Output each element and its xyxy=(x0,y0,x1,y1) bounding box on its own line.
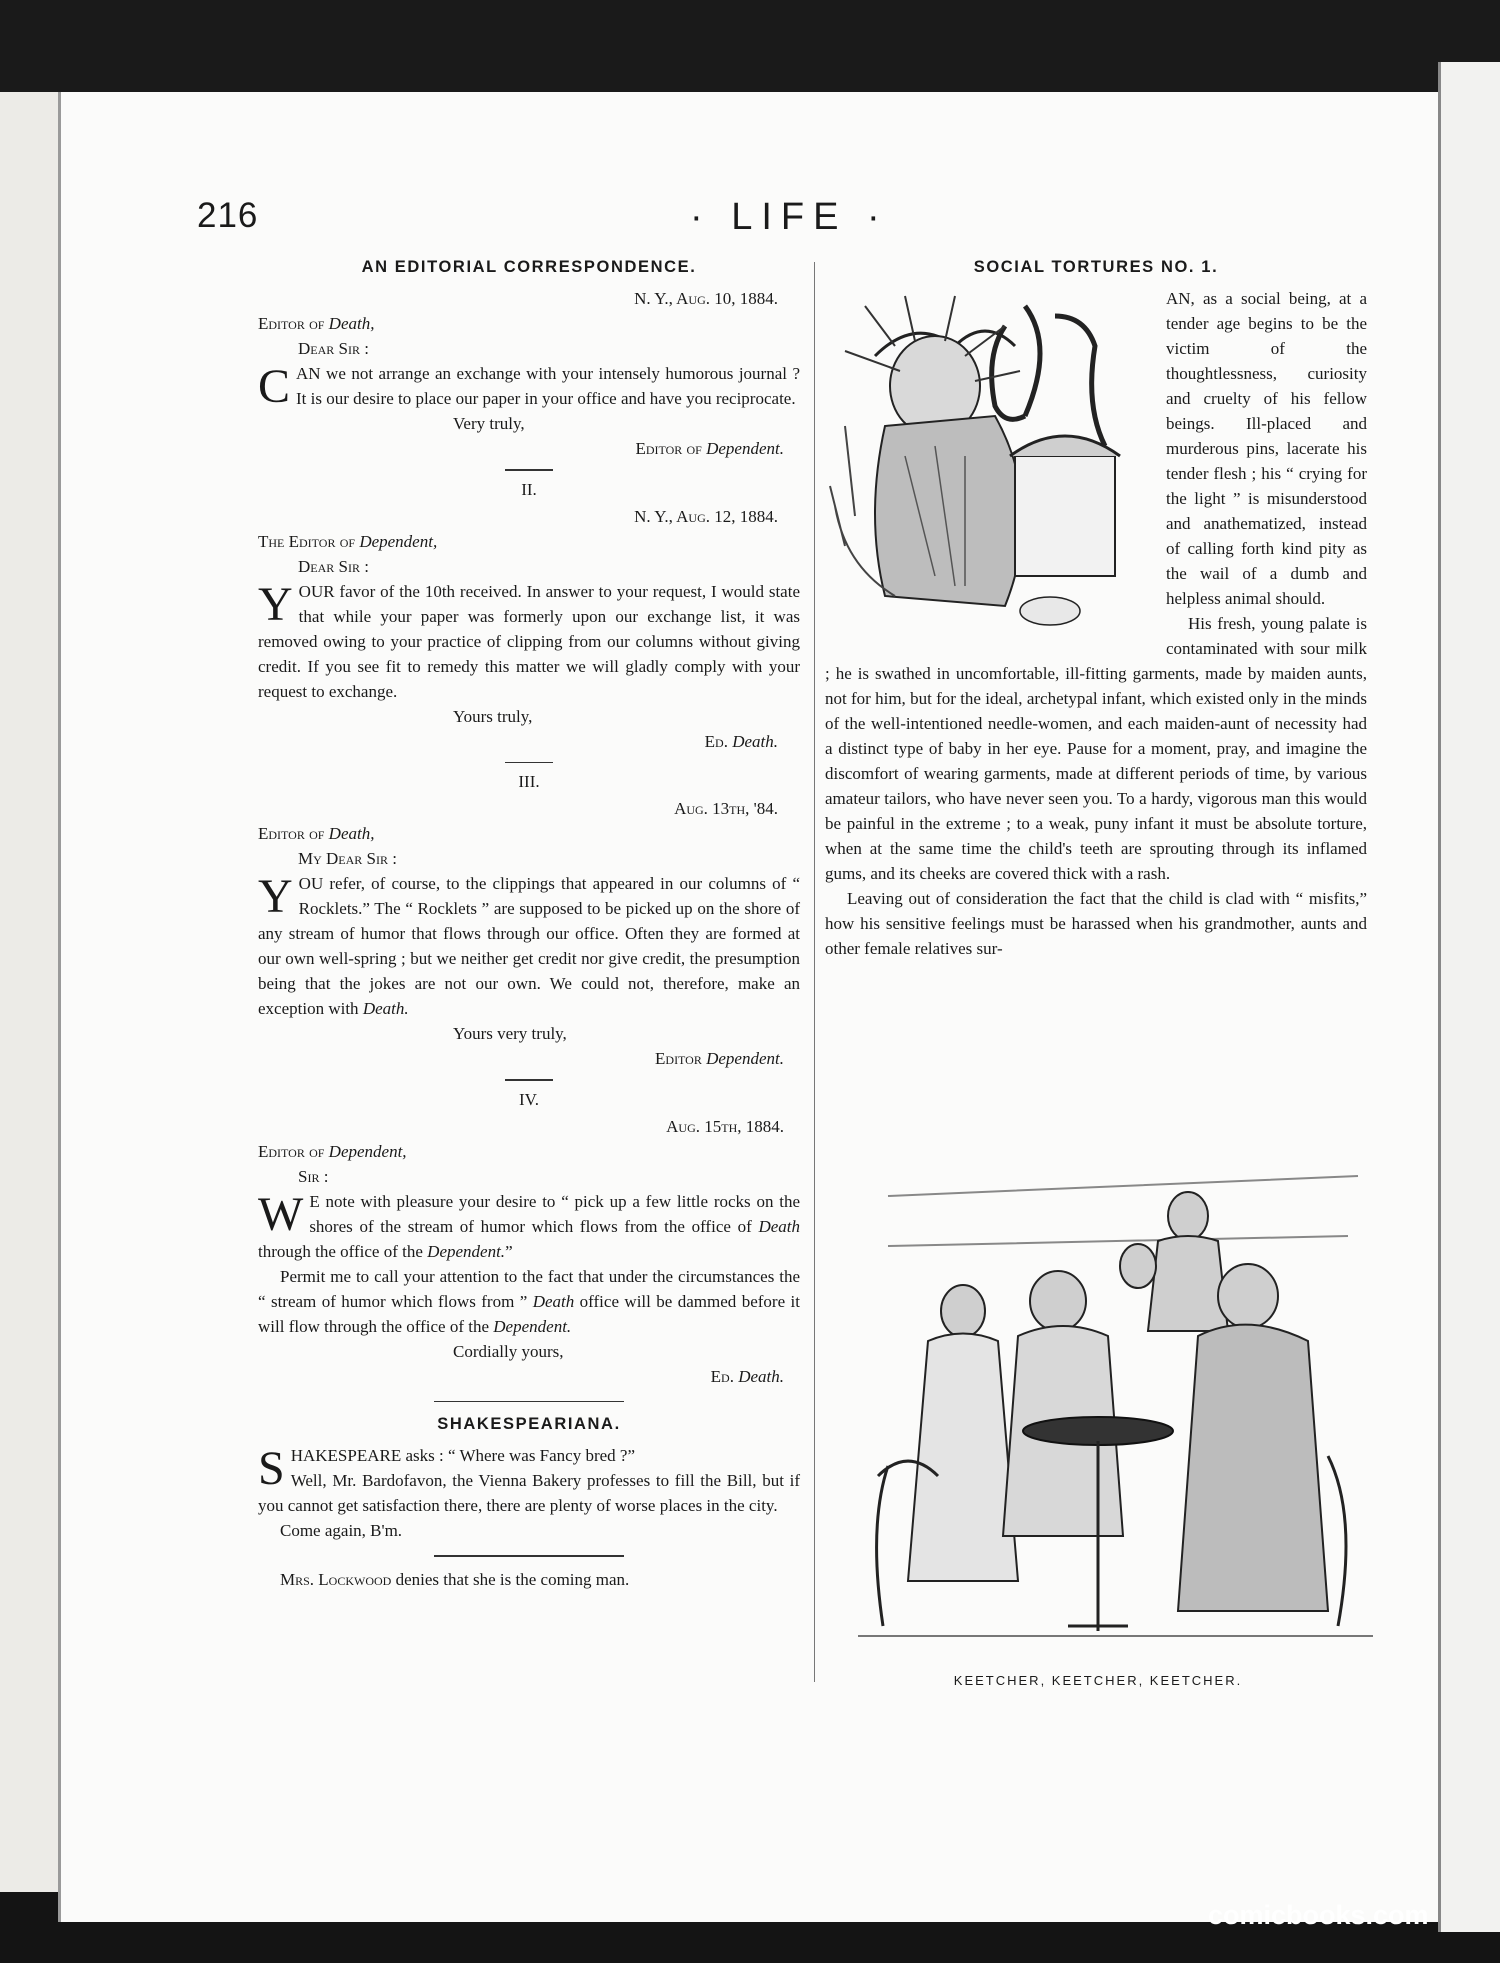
drop-cap: Y xyxy=(258,577,293,631)
drop-cap: C xyxy=(258,360,291,413)
shakespeariana-signoff: Come again, B'm. xyxy=(280,1521,403,1540)
dateline: N. Y., Aug. 10, 1884. xyxy=(634,289,778,308)
letter-body-para: Permit me to call your attention to the fact that under the circumstances the “ stream of humor which flows from ” Death office will be dammed before it will flow through the office of the Dependent. xyxy=(258,1266,800,1336)
left-column xyxy=(258,255,800,1592)
signature: Editor Dependent. xyxy=(655,1049,784,1068)
dateline: Aug. 15th, 1884. xyxy=(666,1116,784,1136)
letter-body: YOUR favor of the 10th received. In answer to your request, I would state that while your paper was formerly upon our exchange list, it was removed owing to your practice of clipping from our columns without giving credit. If you see fit to remedy this matter we will gladly comply with your request to exchange. xyxy=(258,577,800,701)
social-tortures-heading: SOCIAL TORTURES NO. 1. xyxy=(973,258,1219,276)
dateline: Aug. 13th, '84. xyxy=(674,799,778,818)
divider xyxy=(505,762,553,764)
closing: Cordially yours, xyxy=(453,1341,564,1361)
greeting: Dear Sir : xyxy=(298,339,369,358)
greeting: My Dear Sir : xyxy=(298,849,397,868)
page-number: 216 xyxy=(197,196,259,235)
divider xyxy=(505,469,553,471)
masthead: · LIFE · xyxy=(690,196,889,238)
watermark: comicbooks.com xyxy=(1208,1900,1429,1930)
shakespeariana-text: SHAKESPEARE asks : “ Where was Fancy bred ?” Well, Mr. Bardofavon, the Vienna Bakery professes to fill the Bill, but if you cannot get satisfaction there, there are plenty of worse places in the city. xyxy=(258,1442,800,1515)
greeting: Dear Sir : xyxy=(298,556,369,576)
closing: Very truly, xyxy=(453,414,525,433)
closing: Yours very truly, xyxy=(453,1024,567,1043)
social-tortures-para1: AN, as a social being, at a tender age begins to be the victim of the thoughtlessness, curiosity and cruelty of his fellow beings. Ill-placed and murderous pins, lacerate his tender flesh ; his “ crying for the light ” is misunderstood and anathematized, instead of calling forth kind pity as the wail of a dumb and helpless animal should. xyxy=(1166,289,1367,608)
social-tortures-para3: Leaving out of consideration the fact that the child is clad with “ misfits,” how his sensitive feelings must be harassed when his grandmother, aunts and other female relatives sur- xyxy=(825,889,1367,958)
divider-long xyxy=(434,1401,624,1403)
signature: Ed. Death. xyxy=(710,1366,784,1386)
letter-body: CAN we not arrange an exchange with your intensely humorous journal ? It is our desire to place our paper in your office and have you reciprocate. xyxy=(258,360,800,413)
letter-numeral: II. xyxy=(521,479,537,499)
letter-body: W E note with pleasure your desire to “ pick up a few little rocks on the shores of the stream of humor which flows from the office of Death through the office of the Dependent.” xyxy=(258,1187,800,1261)
drop-cap: W xyxy=(258,1187,304,1241)
divider xyxy=(505,1079,553,1081)
divider-long xyxy=(434,1555,624,1557)
signature: Editor of Dependent. xyxy=(635,439,784,458)
letter-4 xyxy=(258,1087,800,1389)
letter-3 xyxy=(258,769,800,1071)
addressee: Editor of Death, xyxy=(258,824,375,843)
illustration-caption: KEETCHER, KEETCHER, KEETCHER. xyxy=(953,1673,1243,1688)
letter-numeral: IV. xyxy=(519,1089,539,1109)
scan-top-border xyxy=(0,0,1500,92)
editorial-heading: AN EDITORIAL CORRESPONDENCE. xyxy=(361,258,697,276)
letter-body: YOU refer, of course, to the clippings that appeared in our columns of “ Rocklets.” The “ Rocklets ” are supposed to be picked up on the shore of any stream of humor that flows through our office. Often they are formed at our own well-spring ; but we neither get credit nor give credit, the presumption being that the jokes are not our own. We could not, therefore, make an exception with Death. xyxy=(258,870,800,1018)
scan-adjacent-page xyxy=(1438,62,1500,1932)
letter-1 xyxy=(258,286,800,461)
family-illustration xyxy=(858,1156,1373,1656)
signature: Ed. Death. xyxy=(704,731,778,751)
drop-cap: Y xyxy=(258,870,293,923)
scan-left-margin xyxy=(0,92,58,1892)
letter-numeral: III. xyxy=(518,772,540,791)
closing: Yours truly, xyxy=(453,706,533,726)
drop-cap: S xyxy=(258,1442,285,1495)
addressee: Editor of Death, xyxy=(258,314,375,333)
greeting: Sir : xyxy=(298,1166,329,1186)
social-tortures-para2: His fresh, young palate is contaminated with sour milk ; he is swathed in uncomfortable, ill-fitting garments, made by maiden aunts, not for him, but for the ideal, archetypal infant, which existed only in the minds of the well-intentioned needle-women, and each maiden-aunt of necessity had a distinct type of baby in her eye. Pause for a moment, pray, and imagine the discomfort of wearing garments, made at different periods of time, by various amateur tailors, who have never seen you. To a hardy, vigorous man this would be painful in the extreme ; to a weak, puny infant it must be absolute torture, when at the same time the child's teeth are sprouting through its inflamed gums, and its cheeks are covered thick with a rash. xyxy=(825,614,1367,883)
lockwood-note: Mrs. Lockwood denies that she is the coming man. xyxy=(280,1569,630,1589)
dateline: N. Y., Aug. 12, 1884. xyxy=(634,506,778,526)
witch-illustration xyxy=(815,286,1160,646)
decorative-m-initial xyxy=(992,306,1105,446)
addressee: Editor of Dependent, xyxy=(258,1141,407,1161)
shakespeariana-heading: SHAKESPEARIANA. xyxy=(437,1415,621,1433)
letter-2 xyxy=(258,477,800,754)
right-column xyxy=(825,255,1367,961)
addressee: The Editor of Dependent, xyxy=(258,531,438,551)
